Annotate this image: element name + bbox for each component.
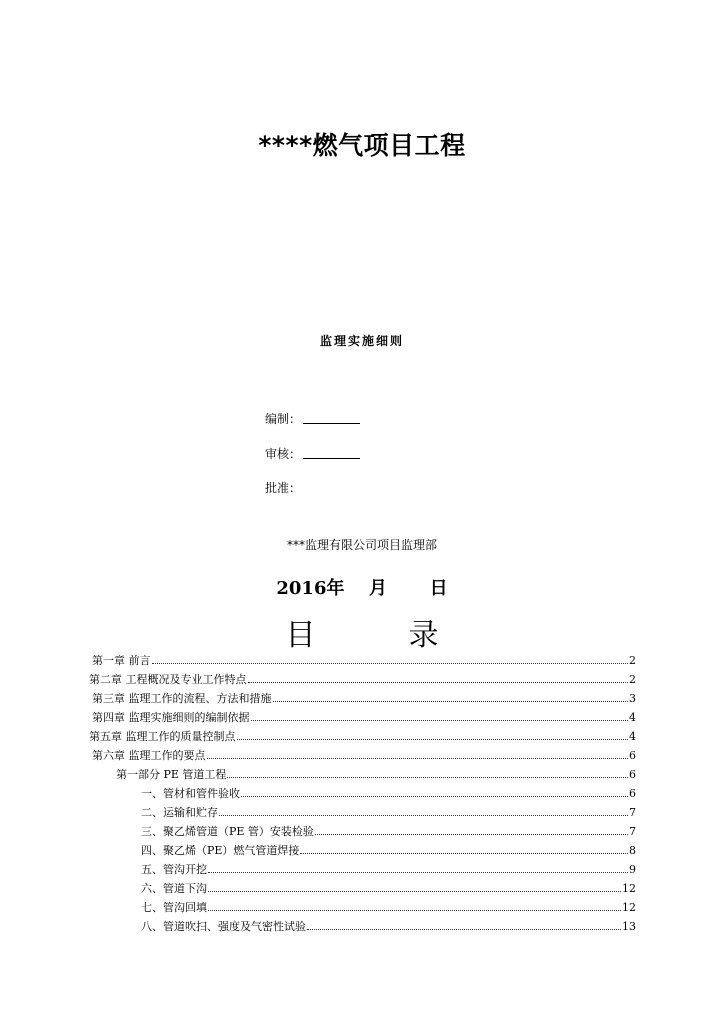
compile-signature-line bbox=[303, 422, 360, 424]
toc-leader-dots bbox=[227, 776, 628, 778]
toc-leader-dots bbox=[208, 890, 621, 892]
toc-entry-label: 第三章 监理工作的流程、方法和措施 bbox=[92, 692, 272, 705]
toc-entry[interactable] bbox=[0, 914, 724, 933]
toc-entry-page: 4 bbox=[629, 730, 636, 743]
toc-entry-page: 9 bbox=[629, 863, 636, 876]
toc-entry-page: 2 bbox=[629, 654, 636, 667]
approve-row bbox=[265, 479, 301, 496]
toc-leader-dots bbox=[219, 814, 628, 816]
toc-entry-label: 五、管沟开挖 bbox=[141, 863, 207, 876]
table-of-contents bbox=[0, 648, 724, 933]
toc-entry-label: 第一章 前言 bbox=[92, 654, 151, 667]
review-row bbox=[265, 445, 360, 462]
review-signature-line bbox=[303, 457, 360, 459]
toc-entry[interactable] bbox=[0, 762, 724, 781]
toc-entry[interactable] bbox=[0, 648, 724, 667]
date-month: 月 bbox=[369, 578, 388, 599]
toc-entry-page: 13 bbox=[622, 920, 636, 933]
toc-entry-page: 6 bbox=[629, 749, 636, 762]
toc-entry-page: 6 bbox=[629, 768, 636, 781]
toc-entry[interactable] bbox=[0, 743, 724, 762]
toc-leader-dots bbox=[208, 909, 621, 911]
toc-entry[interactable] bbox=[0, 800, 724, 819]
toc-entry-label: 四、聚乙烯（PE）燃气管道焊接 bbox=[141, 844, 300, 857]
review-label: 审核： bbox=[265, 447, 302, 461]
toc-entry[interactable] bbox=[0, 724, 724, 743]
toc-entry[interactable] bbox=[0, 876, 724, 895]
toc-entry-page: 6 bbox=[629, 787, 636, 800]
toc-entry-label: 第二章 工程概况及专业工作特点 bbox=[89, 673, 247, 686]
toc-entry-label: 第五章 监理工作的质量控制点 bbox=[89, 730, 236, 743]
toc-leader-dots bbox=[315, 833, 628, 835]
document-subtitle: 监理实施细则 bbox=[319, 334, 404, 348]
toc-entry-label: 六、管道下沟 bbox=[141, 882, 207, 895]
toc-entry-page: 3 bbox=[629, 692, 636, 705]
toc-entry[interactable] bbox=[0, 895, 724, 914]
date-day: 日 bbox=[429, 578, 448, 599]
compile-label: 编制： bbox=[265, 412, 302, 426]
toc-entry[interactable] bbox=[0, 667, 724, 686]
toc-entry[interactable] bbox=[0, 838, 724, 857]
toc-entry-label: 二、运输和贮存 bbox=[141, 806, 218, 819]
toc-heading-left: 目 bbox=[285, 618, 316, 653]
toc-heading-right: 录 bbox=[408, 618, 439, 653]
toc-leader-dots bbox=[300, 852, 628, 854]
toc-entry-label: 三、聚乙烯管道（PE 管）安装检验 bbox=[141, 825, 314, 838]
document-title: ****燃气项目工程 bbox=[258, 131, 466, 160]
toc-entry-page: 12 bbox=[622, 901, 636, 914]
toc-leader-dots bbox=[307, 928, 621, 930]
toc-entry-page: 7 bbox=[629, 825, 636, 838]
toc-entry-page: 8 bbox=[629, 844, 636, 857]
toc-entry[interactable] bbox=[0, 819, 724, 838]
company-name: ***监理有限公司项目监理部 bbox=[286, 538, 437, 552]
toc-leader-dots bbox=[152, 662, 629, 664]
toc-entry-label: 八、管道吹扫、强度及气密性试验 bbox=[141, 920, 306, 933]
toc-entry[interactable] bbox=[0, 781, 724, 800]
toc-leader-dots bbox=[248, 681, 629, 683]
toc-leader-dots bbox=[241, 795, 628, 797]
toc-leader-dots bbox=[237, 738, 629, 740]
toc-entry[interactable] bbox=[0, 686, 724, 705]
toc-entry-label: 第六章 监理工作的要点 bbox=[92, 749, 206, 762]
toc-entry-label: 第一部分 PE 管道工程 bbox=[116, 768, 227, 781]
toc-entry-label: 一、管材和管件验收 bbox=[141, 787, 240, 800]
compile-row bbox=[265, 410, 360, 427]
toc-leader-dots bbox=[251, 719, 629, 721]
date-line bbox=[0, 574, 724, 600]
toc-entry[interactable] bbox=[0, 705, 724, 724]
toc-entry-label: 七、管沟回填 bbox=[141, 901, 207, 914]
toc-entry[interactable] bbox=[0, 857, 724, 876]
toc-leader-dots bbox=[273, 700, 629, 702]
toc-entry-page: 4 bbox=[629, 711, 636, 724]
toc-entry-page: 2 bbox=[629, 673, 636, 686]
toc-entry-page: 7 bbox=[629, 806, 636, 819]
toc-entry-page: 12 bbox=[622, 882, 636, 895]
toc-leader-dots bbox=[207, 757, 629, 759]
toc-entry-label: 第四章 监理实施细则的编制依据 bbox=[92, 711, 250, 724]
approve-label: 批准： bbox=[265, 481, 302, 495]
toc-leader-dots bbox=[208, 871, 628, 873]
date-year: 2016年 bbox=[276, 578, 345, 599]
